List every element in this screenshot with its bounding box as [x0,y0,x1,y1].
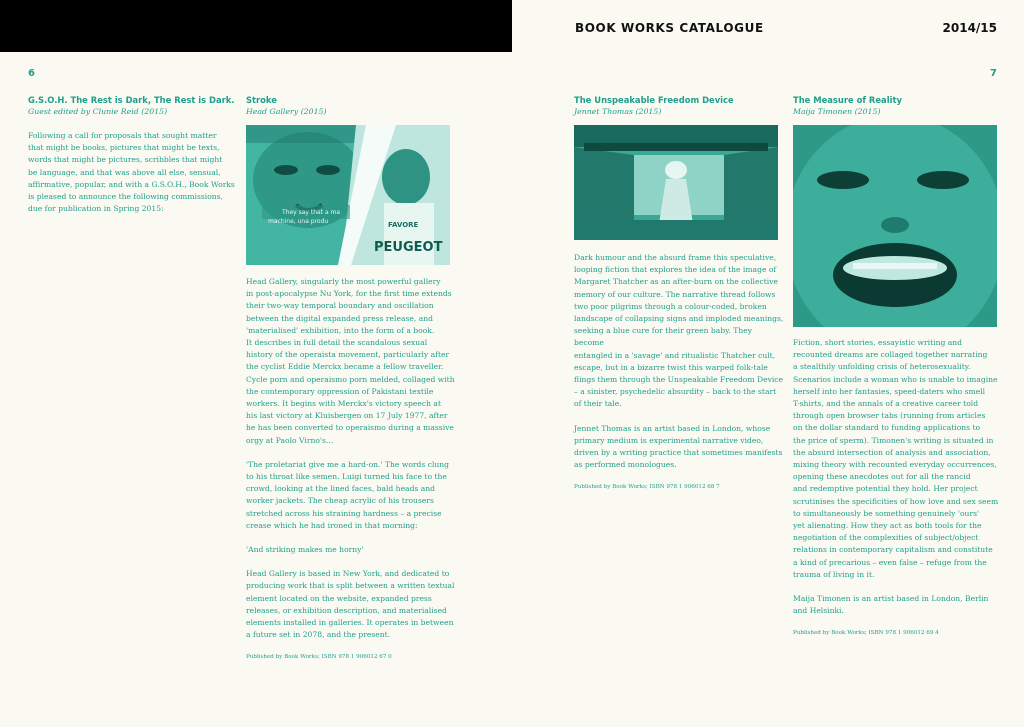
stroke-published: Published by Book Works; ISBN 978 1 906012 67 0 [246,654,392,661]
measure-para-2: Maija Timonen is an artist based in London, Berlin and Helsinki. [793,594,989,616]
unspeakable-para-2: Jennet Thomas is an artist based in London, whose primary medium is experimental narrative video, driven by a writing practice that sometimes manifests as performed monologues. [574,423,783,470]
stroke-para-3: 'And striking makes me horny' [246,545,364,555]
unspeakable-subtitle: Jennet Thomas (2015) [574,107,662,116]
intro-column [28,94,238,227]
stroke-para-2: 'The proletariat give me a hard-on.' The words clung to his throat like semen. Luigi turned his face to the crowd, looking at the lined faces, bald heads and worker jackets. The cheap acrylic of his trousers stretched across his straining hardness – a precise crease which he had ironed in that morning: [246,459,450,530]
measure-column [793,337,1008,637]
unspeakable-image [574,125,778,240]
intro-title: G.S.O.H. The Rest is Dark, The Rest is Dark. [28,95,235,105]
unspeakable-para-1: Dark humour and the absurd frame this speculative, looping fiction that explores the idea of the image of Margaret Thatcher as an after-burn on the collective memory of our culture. The narrative thread follows two poor pilgrims through a colour-coded, broken landscape of collapsing signs and imploded meanings, seeking a blue cure for their green baby. They become entangled in a 'savage' and ritualistic Thatcher cult, escape, but in a bizarre twist this warped folk-tale flings them through the Unspeakable Freedom Device – a sinister, psychedelic absurdity – back to the start of their tale. [574,253,784,409]
unspeakable-column [574,252,784,491]
stroke-image-caption-4: PEUGEOT [374,240,443,255]
page-number-left: 6 [28,68,35,79]
unspeakable-published: Published by Book Works; ISBN 978 1 906012 68 7 [574,484,720,491]
black-header-bar [0,0,512,52]
unspeakable-header [574,94,784,118]
measure-header [793,94,1003,118]
catalogue-year: 2014/15 [942,21,997,35]
stroke-image-caption-1: They say that a ma [282,209,341,216]
stroke-title: Stroke [246,95,277,105]
measure-title: The Measure of Reality [793,95,902,105]
unspeakable-title: The Unspeakable Freedom Device [574,95,734,105]
stroke-image [246,125,450,265]
stroke-column [246,276,461,661]
intro-body: Following a call for proposals that sought matter that might be books, pictures that might be texts, words that might be pictures, scribbles that might be language, and that was above all else, sensual, affirmative, popular, and with a G.S.O.H., Book Works is pleased to announce the following commissions, due for publication in Spring 2015: [28,131,235,214]
measure-published: Published by Book Works; ISBN 978 1 906012 69 4 [793,630,939,637]
stroke-subtitle: Head Gallery (2015) [246,107,327,116]
measure-para-1: Fiction, short stories, essayistic writing and recounted dreams are collaged together narrating a stealthily unfolding crisis of heterosexuality. Scenarios include a woman who is unable to imagine herself into her fantasies, speed-daters who smell T-shirts, and the annals of a creative career told through open browser tabs (running from articles on the dollar standard to funding applications to the price of sperm). Timonen's writing is situated in the absurd intersection of analysis and association, mixing theory with recounted everyday occurrences, opening these anecdotes out for all the rancid and redemptive potential they hold. Her project scrutinises the specificities of how love and sex seem to simultaneously be something genuinely 'ours' yet alienating. How they act as both tools for the negotiation of the complexities of subject/object relations in contemporary capitalism and constitute a kind of precarious – even false – refuge from the trauma of living in it. [793,338,999,579]
measure-image [793,125,997,327]
stroke-para-1: Head Gallery, singularly the most powerful gallery in post-apocalypse Nu York, for the first time extends their two-way temporal boundary and oscillation between the digital expanded press release, and 'materialised' exhibition, into the form of a book. It describes in full detail the scandalous sexual history of the operaista movement, particularly after the cyclist Eddie Merckx became a fellow traveller. Cycle porn and operaismo porn melded, collaged with the contemporary oppression of Pakistani textile workers. It begins with Merckx's victory speech at his last victory at Kluisbergen on 17 July 1977, after he has been converted to operaismo during a massive orgy at Paolo Virno's… [246,277,455,445]
stroke-image-caption-2: machine, una produ [268,218,329,225]
catalogue-title: BOOK WORKS CATALOGUE [575,21,764,35]
measure-subtitle: Maija Timonen (2015) [793,107,881,116]
page-number-right: 7 [990,68,997,79]
stroke-image-caption-3: FAVORE [388,221,419,229]
stroke-header [246,94,461,118]
stroke-para-4: Head Gallery is based in New York, and dedicated to producing work that is split between a written textual element located on the website, expanded press releases, or exhibition description, and materialised elements installed in galleries. It operates in between a future set in 2078, and the present. [246,569,455,640]
intro-subtitle: Guest edited by Clunie Reid (2015) [28,107,168,116]
